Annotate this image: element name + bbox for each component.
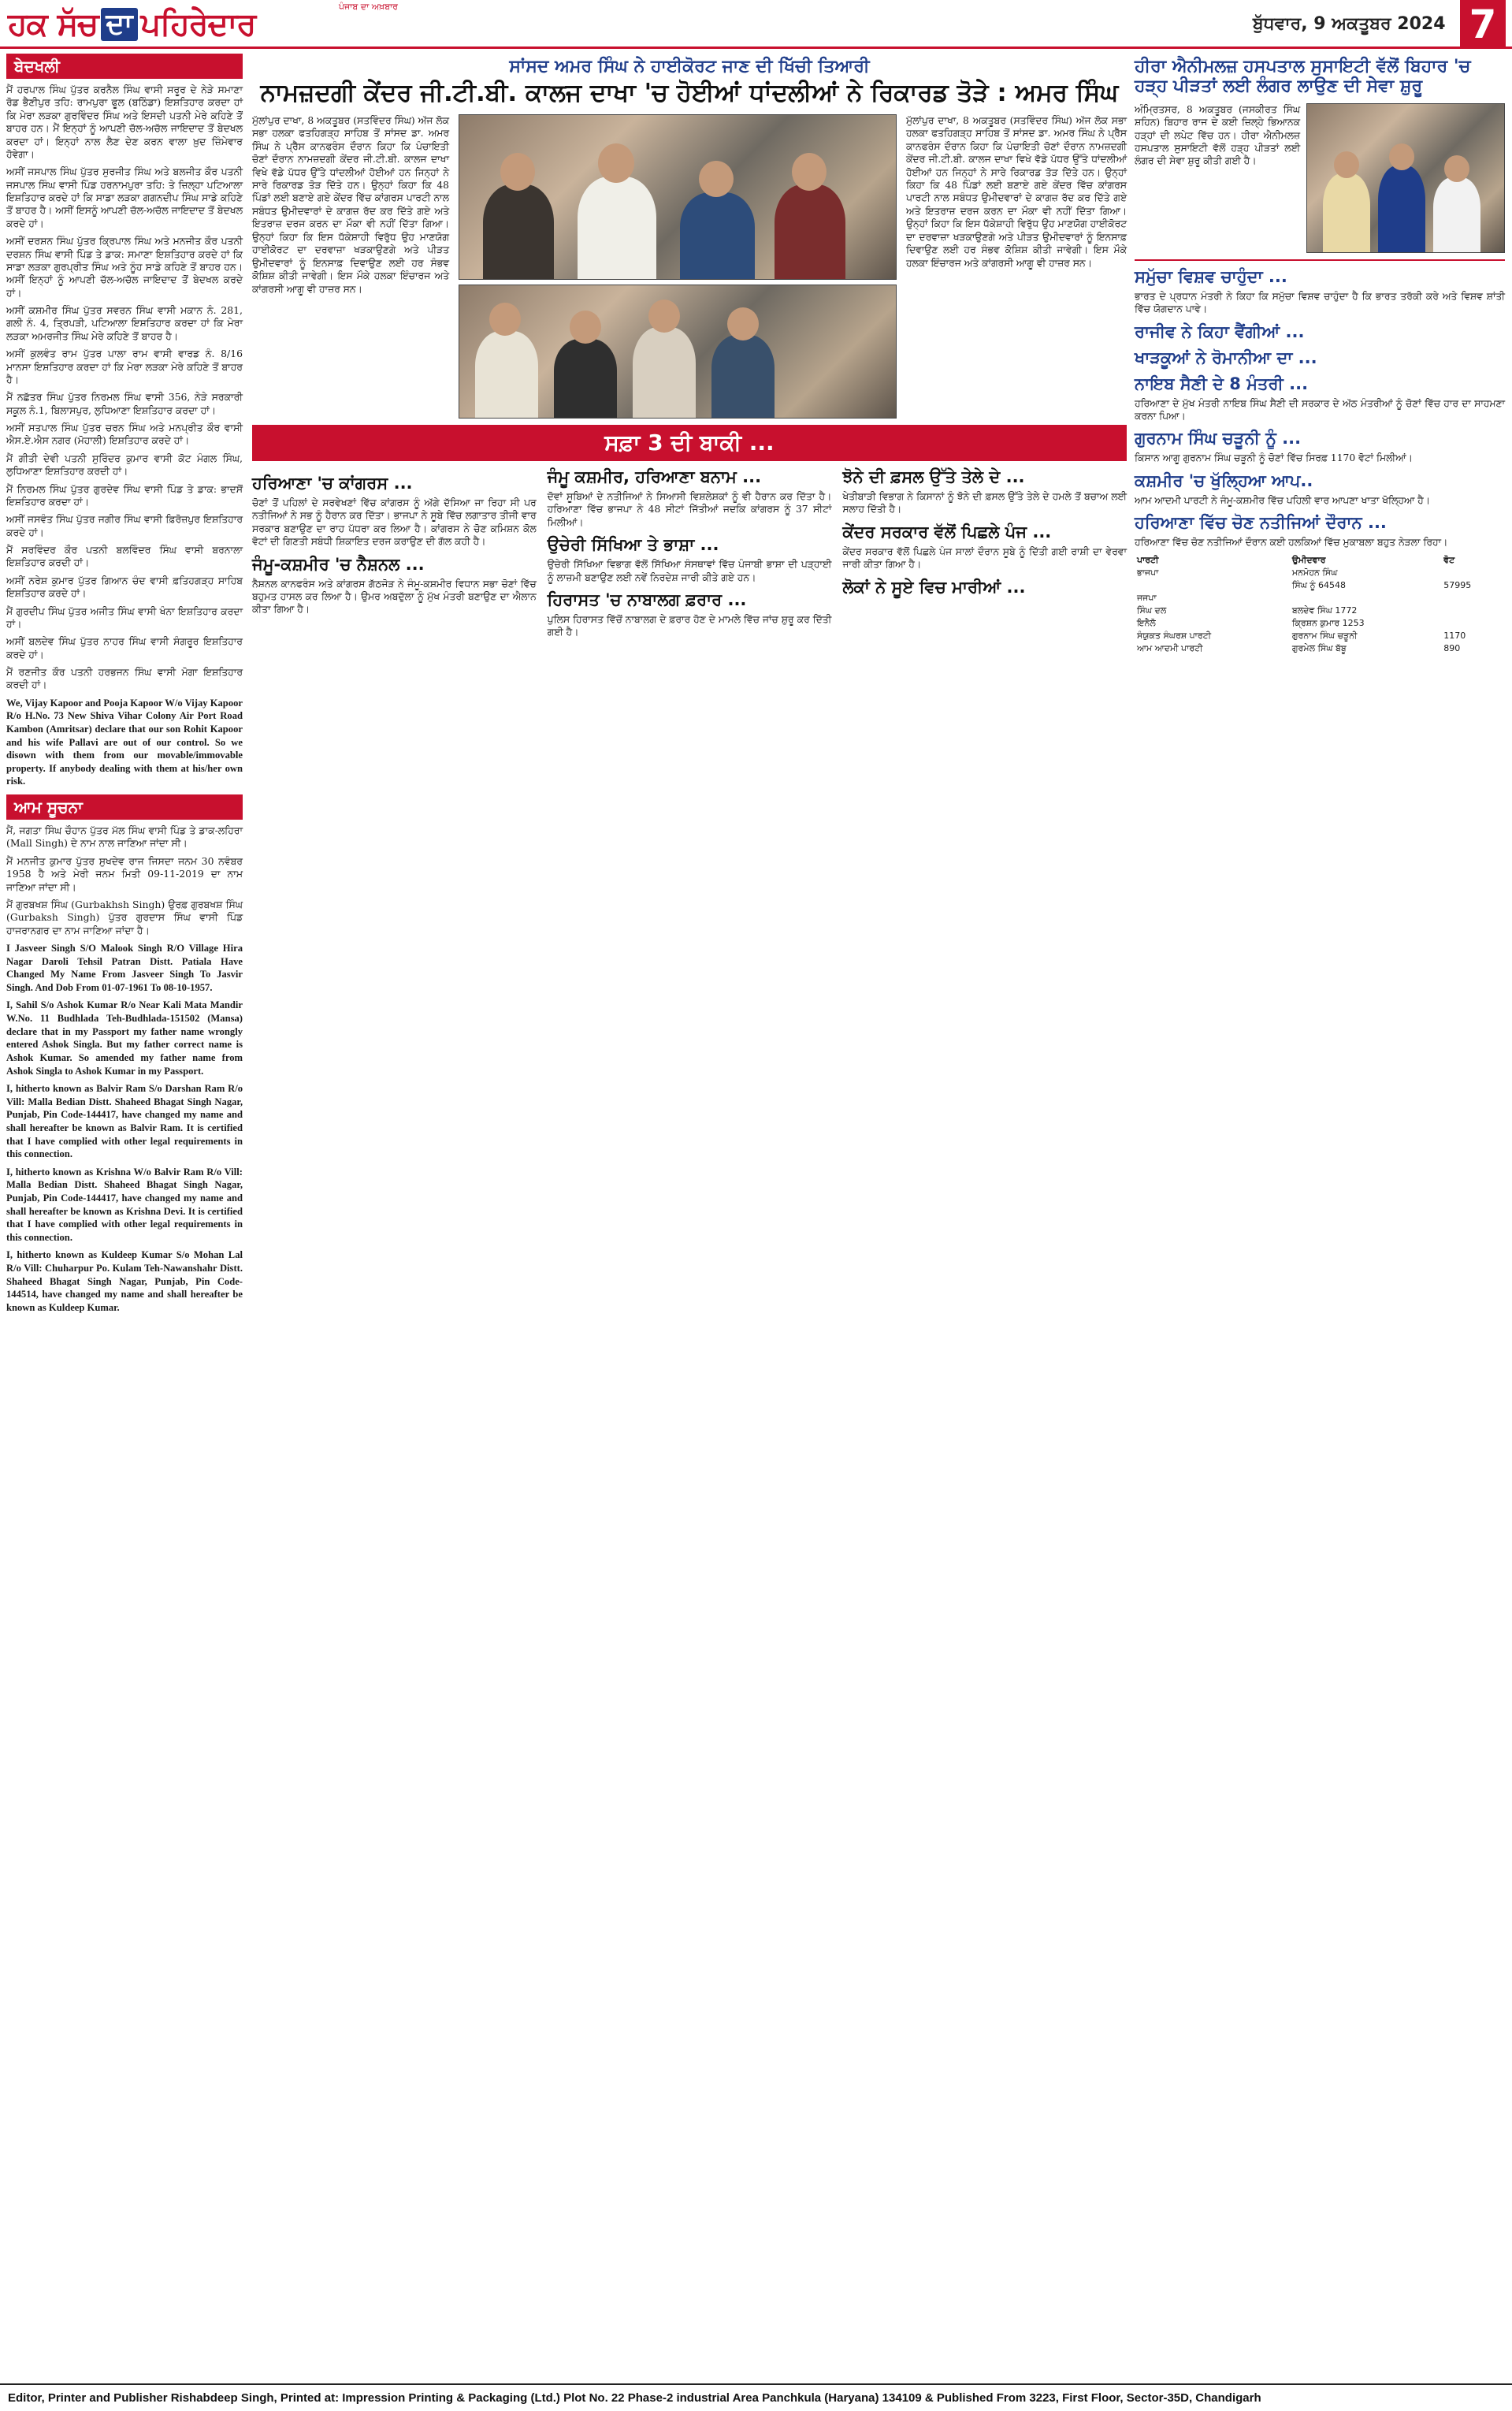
results-cell: [1441, 592, 1505, 605]
issue-date: ਬੁੱਧਵਾਰ, 9 ਅਕਤੂਬਰ 2024: [1253, 14, 1446, 34]
notice-item: ਮੈਂ ਨਛੱਤਰ ਸਿੰਘ ਪੁੱਤਰ ਨਿਰਮਲ ਸਿੰਘ ਵਾਸੀ 356, ਨੇੜੇ ਸਰਕਾਰੀ ਸਕੂਲ ਨੰ.1, ਬਿਲਾਸਪੁਰ, ਲੁਧਿਆਣਾ ਇਸ਼ਤਿਹਾਰ ਕਰਦਾ ਹਾਂ।: [6, 391, 243, 416]
results-cell: ਸੰਯੁਕਤ ਸੰਘਰਸ਼ ਪਾਰਟੀ: [1137, 630, 1212, 641]
story-title: ਜੰਮੂ ਕਸ਼ਮੀਰ, ਹਰਿਆਣਾ ਬਨਾਮ ...: [547, 467, 762, 486]
right-column: [1135, 54, 1505, 2377]
general-notices: [6, 824, 243, 937]
results-cell: 890: [1443, 643, 1461, 654]
story-block: [842, 467, 1127, 516]
story-block: [1135, 267, 1505, 316]
results-row: [1135, 630, 1505, 642]
section-header-bedakhli: ਬੇਦਖਲੀ: [6, 54, 243, 79]
results-cell: [1441, 617, 1505, 630]
results-cell: ਇਨੈਲੋ: [1137, 617, 1156, 628]
english-notice-item: I Jasveer Singh S/O Malook Singh R/O Village Hira Nagar Daroli Tehsil Patran Distt. Patiala Have Changed My Name From Jasveer Singh To Jasvir Singh. And Dob From 01-07-1961 To 08-10-1957.: [6, 943, 243, 993]
results-cell: [1441, 605, 1505, 617]
story-title: ਸਮੁੱਚਾ ਵਿਸ਼ਵ ਚਾਹੁੰਦਾ ...: [1135, 266, 1287, 286]
story-block: [842, 523, 1127, 571]
story-block: [1135, 513, 1505, 549]
left-column: [6, 54, 243, 2377]
lead-body-continued: ਮੁੱਲਾਂਪੁਰ ਦਾਖਾ, 8 ਅਕਤੂਬਰ (ਸਤਵਿੰਦਰ ਸਿੰਘ) ਅੱਜ ਲੋਕ ਸਭਾ ਹਲਕਾ ਫਤਹਿਗੜ੍ਹ ਸਾਹਿਬ ਤੋਂ ਸਾਂਸਦ ਡਾ. ਅਮਰ ਸਿੰਘ ਨੇ ਪ੍ਰੈੱਸ ਕਾਨਫਰੰਸ ਦੌਰਾਨ ਕਿਹਾ ਕਿ ਪੰਚਾਇਤੀ ਚੋਣਾਂ ਦੌਰਾਨ ਨਾਮਜ਼ਦਗੀ ਕੇਂਦਰ ਜੀ.ਟੀ.ਬੀ. ਕਾਲਜ ਦਾਖਾ ਵਿਖੇ ਵੱਡੇ ਪੱਧਰ ਉੱਤੇ ਧਾਂਦਲੀਆਂ ਹੋਈਆਂ ਹਨ ਜਿਨ੍ਹਾਂ ਨੇ ਸਾਰੇ ਰਿਕਾਰਡ ਤੋੜ ਦਿੱਤੇ ਹਨ। ਉਨ੍ਹਾਂ ਕਿਹਾ ਕਿ 48 ਪਿੰਡਾਂ ਲਈ ਬਣਾਏ ਗਏ ਕੇਂਦਰ ਵਿੱਚ ਕਾਂਗਰਸ ਪਾਰਟੀ ਨਾਲ ਸਬੰਧਤ ਉਮੀਦਵਾਰਾਂ ਦੇ ਕਾਗਜ਼ ਰੱਦ ਕਰ ਦਿੱਤੇ ਗਏ ਅਤੇ ਇਤਰਾਜ਼ ਦਰਜ ਕਰਨ ਦਾ ਮੌਕਾ ਵੀ ਨਹੀਂ ਦਿੱਤਾ ਗਿਆ। ਉਨ੍ਹਾਂ ਕਿਹਾ ਕਿ ਇਸ ਧੱਕੇਸ਼ਾਹੀ ਵਿਰੁੱਧ ਉਹ ਮਾਣਯੋਗ ਹਾਈਕੋਰਟ ਦਾ ਦਰਵਾਜ਼ਾ ਖੜਕਾਉਣਗੇ ਅਤੇ ਪੀੜਤ ਉਮੀਦਵਾਰਾਂ ਨੂੰ ਇਨਸਾਫ਼ ਦਿਵਾਉਣ ਲਈ ਹਰ ਸੰਭਵ ਕੋਸ਼ਿਸ਼ ਕੀਤੀ ਜਾਵੇਗੀ। ਇਸ ਮੌਕੇ ਹਲਕਾ ਇੰਚਾਰਜ ਅਤੇ ਕਾਂਗਰਸੀ ਆਗੂ ਵੀ ਹਾਜ਼ਰ ਸਨ।: [906, 114, 1127, 269]
section-header-aam-suchna: ਆਮ ਸੂਚਨਾ: [6, 794, 243, 820]
results-cell: ਜਜਪਾ: [1137, 592, 1157, 603]
results-header-votes: ਵੋਟ: [1443, 554, 1455, 565]
story-title: ਲੋਕਾਂ ਨੇ ਸੂਏ ਵਿਚ ਮਾਰੀਆਂ ...: [842, 577, 1026, 597]
story-body: ਉਚੇਰੀ ਸਿੱਖਿਆ ਵਿਭਾਗ ਵੱਲੋਂ ਸਿੱਖਿਆ ਸੰਸਥਾਵਾਂ ਵਿੱਚ ਪੰਜਾਬੀ ਭਾਸ਼ਾ ਦੀ ਪੜ੍ਹਾਈ ਨੂੰ ਲਾਜ਼ਮੀ ਬਣਾਉਣ ਲਈ ਨਵੇਂ ਨਿਰਦੇਸ਼ ਜਾਰੀ ਕੀਤੇ ਗਏ ਹਨ।: [547, 559, 832, 583]
continued-stories: [252, 467, 1127, 639]
results-header-row: [1135, 554, 1505, 567]
story-body: ਭਾਰਤ ਦੇ ਪ੍ਰਧਾਨ ਮੰਤਰੀ ਨੇ ਕਿਹਾ ਕਿ ਸਮੁੱਚਾ ਵਿਸ਼ਵ ਚਾਹੁੰਦਾ ਹੈ ਕਿ ਭਾਰਤ ਤਰੱਕੀ ਕਰੇ ਅਤੇ ਵਿਸ਼ਵ ਸ਼ਾਂਤੀ ਵਿੱਚ ਯੋਗਦਾਨ ਪਾਵੇ।: [1135, 290, 1505, 315]
imprint-footer: Editor, Printer and Publisher Rishabdeep Singh, Printed at: Impression Printing & Packaging (Ltd.) Plot No. 22 Phase-2 industrial Area Panchkula (Haryana) 134109 & Published From 3223, First Floor, Sector-35D, Chandigarh: [0, 2383, 1512, 2411]
results-header-party: ਪਾਰਟੀ: [1137, 554, 1159, 565]
story-body: ਕੇਂਦਰ ਸਰਕਾਰ ਵੱਲੋਂ ਪਿਛਲੇ ਪੰਜ ਸਾਲਾਂ ਦੌਰਾਨ ਸੂਬੇ ਨੂੰ ਦਿੱਤੀ ਗਈ ਰਾਸ਼ੀ ਦਾ ਵੇਰਵਾ ਜਾਰੀ ਕੀਤਾ ਗਿਆ ਹੈ।: [842, 545, 1127, 571]
story-block: [252, 555, 537, 616]
notice-item: ਅਸੀਂ ਕੁਲਵੰਤ ਰਾਮ ਪੁੱਤਰ ਪਾਲਾ ਰਾਮ ਵਾਸੀ ਵਾਰਡ ਨੰ. 8/16 ਮਾਨਸਾ ਇਸ਼ਤਿਹਾਰ ਕਰਦਾ ਹਾਂ ਕਿ ਮੇਰਾ ਲੜਕਾ ਮੇਰੇ ਕਹਿਣੇ ਤੋਂ ਬਾਹਰ ਹੈ।: [6, 348, 243, 385]
press-conference-photo: [459, 114, 897, 280]
english-notices: [6, 942, 243, 1314]
notice-item: ਅਸੀਂ ਜਸਪਾਲ ਸਿੰਘ ਪੁੱਤਰ ਸੁਰਜੀਤ ਸਿੰਘ ਅਤੇ ਬਲਜੀਤ ਕੌਰ ਪਤਨੀ ਜਸਪਾਲ ਸਿੰਘ ਵਾਸੀ ਪਿੰਡ ਹਰਨਾਮਪੁਰਾ ਤਹਿ: ਤੇ ਜ਼ਿਲ੍ਹਾ ਪਟਿਆਲਾ ਇਸ਼ਤਿਹਾਰ ਕਰਦੇ ਹਾਂ ਕਿ ਸਾਡਾ ਲੜਕਾ ਗਗਨਦੀਪ ਸਿੰਘ ਸਾਡੇ ਕਹਿਣੇ ਤੋਂ ਬਾਹਰ ਹੈ। ਅਸੀਂ ਇਸਨੂੰ ਆਪਣੀ ਚੱਲ-ਅਚੱਲ ਜਾਇਦਾਦ ਤੋਂ ਬੇਦਖਲ ਕਰਦੇ ਹਾਂ।: [6, 166, 243, 229]
election-results-table: [1135, 554, 1505, 655]
story-block: [548, 590, 832, 639]
story-title: ਰਾਜੀਵ ਨੇ ਕਿਹਾ ਵੈਂਗੀਆਂ ...: [1135, 322, 1305, 341]
story-title: ਕੇਂਦਰ ਸਰਕਾਰ ਵੱਲੋਂ ਪਿਛਲੇ ਪੰਜ ...: [842, 522, 1052, 541]
story-block: [1135, 322, 1505, 342]
results-row: [1135, 579, 1505, 592]
notice-item: ਅਸੀਂ ਸਤਪਾਲ ਸਿੰਘ ਪੁੱਤਰ ਚਰਨ ਸਿੰਘ ਅਤੇ ਮਨਪ੍ਰੀਤ ਕੌਰ ਵਾਸੀ ਐਸ.ਏ.ਐਸ ਨਗਰ (ਮੋਹਾਲੀ) ਇਸ਼ਤਿਹਾਰ ਕਰਦੇ ਹਾਂ।: [6, 422, 243, 447]
story-body: ਆਮ ਆਦਮੀ ਪਾਰਟੀ ਨੇ ਜੰਮੂ-ਕਸ਼ਮੀਰ ਵਿੱਚ ਪਹਿਲੀ ਵਾਰ ਆਪਣਾ ਖਾਤਾ ਖੋਲ੍ਹਿਆ ਹੈ।: [1135, 494, 1431, 506]
english-notice-item: I, hitherto known as Krishna W/o Balvir Ram R/o Vill: Malla Bedian Distt. Shaheed Bhagat Singh Nagar, Punjab, Pin Code-144417, have changed my name and shall hereafter be known as Krishna Devi. It is certified that I have complied with other legal requirements in this connection.: [6, 1166, 243, 1243]
story-title: ਗੁਰਨਾਮ ਸਿੰਘ ਚੜੂਨੀ ਨੂੰ ...: [1135, 429, 1302, 448]
results-cell: ਮਨਮੋਹਨ ਸਿੰਘ: [1291, 567, 1338, 578]
english-notice: We, Vijay Kapoor and Pooja Kapoor W/o Vijay Kapoor R/o H.No. 73 New Shiva Vihar Colony Air Port Road Kambon (Amritsar) declare that our son Rohit Kapoor and his wife Pallavi are out of our control. So we disown with them from our movable/immovable property. If anybody dealing with them at his/her own risk.: [6, 697, 243, 787]
lead-body: ਮੁੱਲਾਂਪੁਰ ਦਾਖਾ, 8 ਅਕਤੂਬਰ (ਸਤਵਿੰਦਰ ਸਿੰਘ) ਅੱਜ ਲੋਕ ਸਭਾ ਹਲਕਾ ਫਤਹਿਗੜ੍ਹ ਸਾਹਿਬ ਤੋਂ ਸਾਂਸਦ ਡਾ. ਅਮਰ ਸਿੰਘ ਨੇ ਪ੍ਰੈੱਸ ਕਾਨਫਰੰਸ ਦੌਰਾਨ ਕਿਹਾ ਕਿ ਪੰਚਾਇਤੀ ਚੋਣਾਂ ਦੌਰਾਨ ਨਾਮਜ਼ਦਗੀ ਕੇਂਦਰ ਜੀ.ਟੀ.ਬੀ. ਕਾਲਜ ਦਾਖਾ ਵਿਖੇ ਵੱਡੇ ਪੱਧਰ ਉੱਤੇ ਧਾਂਦਲੀਆਂ ਹੋਈਆਂ ਹਨ ਜਿਨ੍ਹਾਂ ਨੇ ਸਾਰੇ ਰਿਕਾਰਡ ਤੋੜ ਦਿੱਤੇ ਹਨ। ਉਨ੍ਹਾਂ ਕਿਹਾ ਕਿ 48 ਪਿੰਡਾਂ ਲਈ ਬਣਾਏ ਗਏ ਕੇਂਦਰ ਵਿੱਚ ਕਾਂਗਰਸ ਪਾਰਟੀ ਨਾਲ ਸਬੰਧਤ ਉਮੀਦਵਾਰਾਂ ਦੇ ਕਾਗਜ਼ ਰੱਦ ਕਰ ਦਿੱਤੇ ਗਏ ਅਤੇ ਇਤਰਾਜ਼ ਦਰਜ ਕਰਨ ਦਾ ਮੌਕਾ ਵੀ ਨਹੀਂ ਦਿੱਤਾ ਗਿਆ। ਉਨ੍ਹਾਂ ਕਿਹਾ ਕਿ ਇਸ ਧੱਕੇਸ਼ਾਹੀ ਵਿਰੁੱਧ ਉਹ ਮਾਣਯੋਗ ਹਾਈਕੋਰਟ ਦਾ ਦਰਵਾਜ਼ਾ ਖੜਕਾਉਣਗੇ ਅਤੇ ਪੀੜਤ ਉਮੀਦਵਾਰਾਂ ਨੂੰ ਇਨਸਾਫ਼ ਦਿਵਾਉਣ ਲਈ ਹਰ ਸੰਭਵ ਕੋਸ਼ਿਸ਼ ਕੀਤੀ ਜਾਵੇਗੀ। ਇਸ ਮੌਕੇ ਹਲਕਾ ਇੰਚਾਰਜ ਅਤੇ ਕਾਂਗਰਸੀ ਆਗੂ ਵੀ ਹਾਜ਼ਰ ਸਨ।: [252, 114, 449, 295]
results-cell: ਭਾਜਪਾ: [1137, 567, 1159, 578]
results-cell: 57995: [1443, 580, 1472, 591]
story-body: ਕਿਸਾਨ ਆਗੂ ਗੁਰਨਾਮ ਸਿੰਘ ਚੜੂਨੀ ਨੂੰ ਚੋਣਾਂ ਵਿੱਚ ਸਿਰਫ਼ 1170 ਵੋਟਾਂ ਮਿਲੀਆਂ।: [1135, 452, 1413, 464]
story-title: ਕਸ਼ਮੀਰ 'ਚ ਖੁੱਲ੍ਹਿਆ ਆਪ..: [1135, 471, 1313, 490]
results-row: [1135, 567, 1505, 579]
story-block: [1135, 429, 1505, 464]
results-header-candidate: ਉਮੀਦਵਾਰ: [1291, 554, 1326, 565]
logo-mid: ਦਾ: [101, 8, 137, 41]
logo-right: ਪਹਿਰੇਦਾਰ: [140, 6, 256, 43]
story-body: ਦੋਵਾਂ ਸੂਬਿਆਂ ਦੇ ਨਤੀਜਿਆਂ ਨੇ ਸਿਆਸੀ ਵਿਸ਼ਲੇਸ਼ਕਾਂ ਨੂੰ ਵੀ ਹੈਰਾਨ ਕਰ ਦਿੱਤਾ ਹੈ। ਹਰਿਆਣਾ ਵਿੱਚ ਭਾਜਪਾ ਨੇ 48 ਸੀਟਾਂ ਜਿੱਤੀਆਂ ਜਦਕਿ ਕਾਂਗਰਸ ਨੂੰ 37 ਸੀਟਾਂ ਮਿਲੀਆਂ।: [547, 490, 832, 528]
notice-item: ਮੈਂ, ਜਗਤਾ ਸਿੰਘ ਚੌਹਾਨ ਪੁੱਤਰ ਮੱਲ ਸਿੰਘ ਵਾਸੀ ਪਿੰਡ ਤੇ ਡਾਕ-ਲਹਿਰਾ (Mall Singh) ਦੇ ਨਾਮ ਨਾਲ ਜਾਣਿਆ ਜਾਂਦਾ ਸੀ।: [6, 824, 243, 850]
results-cell: ਸਿੰਘ ਦਲ: [1137, 605, 1167, 616]
story-body: ਨੈਸ਼ਨਲ ਕਾਨਫਰੰਸ ਅਤੇ ਕਾਂਗਰਸ ਗੱਠਜੋੜ ਨੇ ਜੰਮੂ-ਕਸ਼ਮੀਰ ਵਿਧਾਨ ਸਭਾ ਚੋਣਾਂ ਵਿੱਚ ਬਹੁਮਤ ਹਾਸਲ ਕਰ ਲਿਆ ਹੈ। ਉਮਰ ਅਬਦੁੱਲਾ ਨੂੰ ਮੁੱਖ ਮੰਤਰੀ ਬਣਾਉਣ ਦਾ ਐਲਾਨ ਕੀਤਾ ਗਿਆ ਹੈ।: [252, 578, 537, 616]
results-row: [1135, 605, 1505, 617]
results-cell: ਗੁਰਨਾਮ ਸਿੰਘ ਚੜੂਨੀ: [1291, 630, 1358, 641]
results-row: [1135, 617, 1505, 630]
lead-headline: ਨਾਮਜ਼ਦਗੀ ਕੇਂਦਰ ਜੀ.ਟੀ.ਬੀ. ਕਾਲਜ ਦਾਖਾ 'ਚ ਹੋਈਆਂ ਧਾਂਦਲੀਆਂ ਨੇ ਰਿਕਾਰਡ ਤੋੜੇ : ਅਮਰ ਸਿੰਘ: [260, 79, 1119, 107]
story-block: [1135, 348, 1505, 368]
story-body: ਪੁਲਿਸ ਹਿਰਾਸਤ ਵਿੱਚੋਂ ਨਾਬਾਲਗ ਦੇ ਫ਼ਰਾਰ ਹੋਣ ਦੇ ਮਾਮਲੇ ਵਿੱਚ ਜਾਂਚ ਸ਼ੁਰੂ ਕਰ ਦਿੱਤੀ ਗਈ ਹੈ।: [547, 613, 832, 638]
lead-photos: [459, 114, 897, 419]
notice-item: ਮੈਂ ਗੀਤੀ ਦੇਵੀ ਪਤਨੀ ਸੁਰਿੰਦਰ ਕੁਮਾਰ ਵਾਸੀ ਕੋਟ ਮੰਗਲ ਸਿੰਘ, ਲੁਧਿਆਣਾ ਇਸ਼ਤਿਹਾਰ ਕਰਦੀ ਹਾਂ।: [6, 452, 243, 478]
story-title: ਨਾਇਬ ਸੈਣੀ ਦੇ 8 ਮੰਤਰੀ ...: [1135, 374, 1309, 393]
results-cell: [1290, 592, 1441, 605]
notice-item: ਅਸੀਂ ਬਲਦੇਵ ਸਿੰਘ ਪੁੱਤਰ ਨਾਹਰ ਸਿੰਘ ਵਾਸੀ ਸੰਗਰੂਰ ਇਸ਼ਤਿਹਾਰ ਕਰਦੇ ਹਾਂ।: [6, 635, 243, 660]
results-cell: ਗੁਰਮੇਲ ਸਿੰਘ ਬੱਬੂ: [1291, 642, 1347, 653]
eviction-notices: [6, 84, 243, 692]
story-title: ਹਰਿਆਣਾ ਵਿੱਚ ਚੋਣ ਨਤੀਜਿਆਂ ਦੌਰਾਨ ...: [1135, 513, 1387, 533]
story-title: ਹਿਰਾਸਤ 'ਚ ਨਾਬਾਲਗ ਫ਼ਰਾਰ ...: [547, 590, 747, 609]
story-body: ਹਰਿਆਣਾ ਦੇ ਮੁੱਖ ਮੰਤਰੀ ਨਾਇਬ ਸਿੰਘ ਸੈਣੀ ਦੀ ਸਰਕਾਰ ਦੇ ਅੱਠ ਮੰਤਰੀਆਂ ਨੂੰ ਚੋਣਾਂ ਵਿੱਚ ਹਾਰ ਦਾ ਸਾਹਮਣਾ ਕਰਨਾ ਪਿਆ।: [1135, 397, 1505, 422]
story-body: ਹਰਿਆਣਾ ਵਿੱਚ ਚੋਣ ਨਤੀਜਿਆਂ ਦੌਰਾਨ ਕਈ ਹਲਕਿਆਂ ਵਿੱਚ ਮੁਕਾਬਲਾ ਬਹੁਤ ਨੇੜਲਾ ਰਿਹਾ।: [1135, 537, 1448, 549]
english-notice-item: I, hitherto known as Kuldeep Kumar S/o Mohan Lal R/o Vill: Chuharpur Po. Kulam Teh-Nawanshahr Distt. Shaheed Bhagat Singh Nagar, Punjab, Pin Code-144514, have changed my name and shall hereafter be known as Kuldeep Kumar.: [6, 1249, 243, 1313]
results-cell: ਕ੍ਰਿਸ਼ਨ ਕੁਮਾਰ 1253: [1291, 617, 1365, 628]
results-cell: ਸਿੰਘ ਨੂੰ 64548: [1291, 579, 1347, 590]
english-notice-item: I, Sahil S/o Ashok Kumar R/o Near Kali Mata Mandir W.No. 11 Budhlada Teh-Budhlada-151502 (Mansa) declare that in my Passport my father name wrongly entered Ashok Singla. But my father correct name is Ashok Kumar. So amended my father name from Ashok Singla to Ashok Kumar in my Passport.: [6, 999, 243, 1077]
story-title: ਝੋਨੇ ਦੀ ਫ਼ਸਲ ਉੱਤੇ ਤੇਲੇ ਦੇ ...: [842, 467, 1025, 486]
notice-item: ਅਸੀਂ ਕਸ਼ਮੀਰ ਸਿੰਘ ਪੁੱਤਰ ਸਵਰਨ ਸਿੰਘ ਵਾਸੀ ਮਕਾਨ ਨੰ. 281, ਗਲੀ ਨੰ. 4, ਤ੍ਰਿਪੜੀ, ਪਟਿਆਲਾ ਇਸ਼ਤਿਹਾਰ ਕਰਦਾ ਹਾਂ ਕਿ ਮੇਰਾ ਲੜਕਾ ਅਮਰਜੀਤ ਸਿੰਘ ਮੇਰੇ ਕਹਿਣੇ ਤੋਂ ਬਾਹਰ ਹੈ।: [6, 304, 243, 342]
notice-item: ਅਸੀਂ ਦਰਸ਼ਨ ਸਿੰਘ ਪੁੱਤਰ ਕ੍ਰਿਪਾਲ ਸਿੰਘ ਅਤੇ ਮਨਜੀਤ ਕੌਰ ਪਤਨੀ ਦਰਸ਼ਨ ਸਿੰਘ ਵਾਸੀ ਪਿੰਡ ਤੇ ਡਾਕ: ਸਮਾਣਾ ਇਸ਼ਤਿਹਾਰ ਕਰਦੇ ਹਾਂ ਕਿ ਸਾਡਾ ਲੜਕਾ ਗੁਰਪ੍ਰੀਤ ਸਿੰਘ ਅਤੇ ਨੂੰਹ ਸਾਡੇ ਕਹਿਣੇ ਤੋਂ ਬਾਹਰ ਹਨ। ਅਸੀਂ ਇਨ੍ਹਾਂ ਨੂੰ ਆਪਣੀ ਚੱਲ-ਅਚੱਲ ਜਾਇਦਾਦ ਤੋਂ ਬੇਦਖਲ ਕਰਦੇ ਹਾਂ।: [6, 235, 243, 299]
results-cell: [1441, 567, 1505, 579]
story-body: ਚੋਣਾਂ ਤੋਂ ਪਹਿਲਾਂ ਦੇ ਸਰਵੇਖਣਾਂ ਵਿੱਚ ਕਾਂਗਰਸ ਨੂੰ ਅੱਗੇ ਦੱਸਿਆ ਜਾ ਰਿਹਾ ਸੀ ਪਰ ਨਤੀਜਿਆਂ ਨੇ ਸਭ ਨੂੰ ਹੈਰਾਨ ਕਰ ਦਿੱਤਾ। ਭਾਜਪਾ ਨੇ ਸੂਬੇ ਵਿੱਚ ਲਗਾਤਾਰ ਤੀਜੀ ਵਾਰ ਸਰਕਾਰ ਬਣਾਉਣ ਦਾ ਰਾਹ ਪੱਧਰਾ ਕਰ ਲਿਆ ਹੈ। ਕਾਂਗਰਸ ਨੇ ਚੋਣ ਕਮਿਸ਼ਨ ਕੋਲ ਵੋਟਾਂ ਦੀ ਗਿਣਤੀ ਸਬੰਧੀ ਸ਼ਿਕਾਇਤ ਦਰਜ ਕਰਾਉਣ ਦੀ ਗੱਲ ਕਹੀ ਹੈ।: [252, 497, 537, 548]
langar-photo: [1306, 103, 1505, 253]
results-cell: ਬਲਦੇਵ ਸਿੰਘ 1772: [1291, 605, 1358, 616]
results-cell: ਆਮ ਆਦਮੀ ਪਾਰਟੀ: [1137, 642, 1203, 653]
lead-story: [252, 114, 1127, 419]
story-block: [252, 474, 537, 549]
notice-item: ਮੈਂ ਮਨਜੀਤ ਕੁਮਾਰ ਪੁੱਤਰ ਸੁਖਦੇਵ ਰਾਜ ਜਿਸਦਾ ਜਨਮ 30 ਨਵੰਬਰ 1958 ਹੈ ਅਤੇ ਮੇਰੀ ਜਨਮ ਮਿਤੀ 09-11-2019 ਦਾ ਨਾਮ ਜਾਣਿਆ ਜਾਂਦਾ ਸੀ।: [6, 854, 243, 893]
continued-from-page-3-banner: ਸਫ਼ਾ 3 ਦੀ ਬਾਕੀ ...: [252, 425, 1127, 461]
notice-item: ਮੈਂ ਨਿਰਮਲ ਸਿੰਘ ਪੁੱਤਰ ਗੁਰਦੇਵ ਸਿੰਘ ਵਾਸੀ ਪਿੰਡ ਤੇ ਡਾਕ: ਭਾਦਸੋਂ ਇਸ਼ਤਿਹਾਰ ਕਰਦਾ ਹਾਂ।: [6, 482, 243, 508]
lead-kicker: ਸਾਂਸਦ ਅਮਰ ਸਿੰਘ ਨੇ ਹਾਈਕੋਰਟ ਜਾਣ ਦੀ ਖਿੱਚੀ ਤਿਆਰੀ: [509, 57, 870, 76]
page-number: 7: [1460, 0, 1506, 49]
story-title: ਹਰਿਆਣਾ 'ਚ ਕਾਂਗਰਸ ...: [252, 473, 413, 493]
story-title: ਜੰਮੂ-ਕਸ਼ਮੀਰ 'ਚ ਨੈਸ਼ਨਲ ...: [252, 554, 425, 574]
notice-item: ਮੈਂ ਰਣਜੀਤ ਕੌਰ ਪਤਨੀ ਹਰਭਜਨ ਸਿੰਘ ਵਾਸੀ ਮੋਗਾ ਇਸ਼ਤਿਹਾਰ ਕਰਦੀ ਹਾਂ।: [6, 666, 243, 691]
results-cell: [1135, 579, 1290, 592]
notice-item: ਅਸੀਂ ਨਰੇਸ਼ ਕੁਮਾਰ ਪੁੱਤਰ ਗਿਆਨ ਚੰਦ ਵਾਸੀ ਫ਼ਤਿਹਗੜ੍ਹ ਸਾਹਿਬ ਇਸ਼ਤਿਹਾਰ ਕਰਦੇ ਹਾਂ।: [6, 574, 243, 600]
story-block: [1135, 471, 1505, 507]
results-cell: 1170: [1443, 631, 1466, 642]
story-block: [842, 578, 1127, 597]
right-stories: [1135, 267, 1505, 549]
group-photo: [459, 285, 897, 419]
right-top-story: [1135, 103, 1505, 253]
story-title: ਉਚੇਰੀ ਸਿੱਖਿਆ ਤੇ ਭਾਸ਼ਾ ...: [547, 535, 719, 555]
notice-item: ਮੈਂ ਹਰਪਾਲ ਸਿੰਘ ਪੁੱਤਰ ਕਰਨੈਲ ਸਿੰਘ ਵਾਸੀ ਸਰੂਰ ਦੇ ਨੇੜੇ ਸਮਾਣਾ ਰੋਡ ਭੈਣੀਪੁਰ ਤਹਿ: ਰਾਮਪੁਰਾ ਫੂਲ (ਬਠਿੰਡਾ) ਇਸ਼ਤਿਹਾਰ ਕਰਦਾ ਹਾਂ ਕਿ ਮੇਰਾ ਲੜਕਾ ਗੁਰਵਿੰਦਰ ਸਿੰਘ ਅਤੇ ਇਸਦੀ ਪਤਨੀ ਮੇਰੇ ਕਹਿਣੇ ਤੋਂ ਬਾਹਰ ਹਨ। ਮੈਂ ਇਨ੍ਹਾਂ ਨੂੰ ਆਪਣੀ ਚੱਲ-ਅਚੱਲ ਜਾਇਦਾਦ ਤੋਂ ਬੇਦਖਲ ਕਰਦਾ ਹਾਂ। ਇਨ੍ਹਾਂ ਨਾਲ ਲੈਣ ਦੇਣ ਕਰਨ ਵਾਲਾ ਖ਼ੁਦ ਜ਼ਿੰਮੇਵਾਰ ਹੋਵੇਗਾ।: [6, 84, 243, 160]
notice-item: ਮੈਂ ਗੁਰਦੀਪ ਸਿੰਘ ਪੁੱਤਰ ਅਜੀਤ ਸਿੰਘ ਵਾਸੀ ਖੰਨਾ ਇਸ਼ਤਿਹਾਰ ਕਰਦਾ ਹਾਂ।: [6, 605, 243, 630]
story-block: [1135, 374, 1505, 423]
story-body: ਖੇਤੀਬਾੜੀ ਵਿਭਾਗ ਨੇ ਕਿਸਾਨਾਂ ਨੂੰ ਝੋਨੇ ਦੀ ਫ਼ਸਲ ਉੱਤੇ ਤੇਲੇ ਦੇ ਹਮਲੇ ਤੋਂ ਬਚਾਅ ਲਈ ਸਲਾਹ ਦਿੱਤੀ ਹੈ।: [842, 490, 1127, 515]
newspaper-logo: [8, 3, 255, 46]
results-row: [1135, 592, 1505, 605]
masthead: [0, 0, 1512, 49]
results-row: [1135, 642, 1505, 655]
story-block: [548, 467, 832, 529]
notice-item: ਮੈਂ ਸਰਵਿੰਦਰ ਕੌਰ ਪਤਨੀ ਬਲਵਿੰਦਰ ਸਿੰਘ ਵਾਸੀ ਬਰਨਾਲਾ ਇਸ਼ਤਿਹਾਰ ਕਰਦੀ ਹਾਂ।: [6, 544, 243, 569]
story-block: [548, 535, 832, 584]
divider: [1135, 259, 1505, 261]
logo-tagline: ਪੰਜਾਬ ਦਾ ਅਖ਼ਬਾਰ: [339, 2, 398, 12]
notice-item: ਅਸੀਂ ਜਸਵੰਤ ਸਿੰਘ ਪੁੱਤਰ ਜਗੀਰ ਸਿੰਘ ਵਾਸੀ ਫ਼ਿਰੋਜ਼ਪੁਰ ਇਸ਼ਤਿਹਾਰ ਕਰਦੇ ਹਾਂ।: [6, 513, 243, 538]
story-title: ਖਾੜਕੂਆਂ ਨੇ ਰੋਮਾਨੀਆ ਦਾ ...: [1135, 348, 1317, 367]
english-notice-item: I, hitherto known as Balvir Ram S/o Darshan Ram R/o Vill: Malla Bedian Distt. Shaheed Bhagat Singh Nagar, Punjab, Pin Code-144417, have changed my name and shall hereafter be known as Balvir Ram. It is certified that I have complied with other legal requirements in this connection.: [6, 1083, 243, 1160]
notice-item: ਮੈਂ ਗੁਰਬਖਸ਼ ਸਿੰਘ (Gurbakhsh Singh) ਉਰਫ਼ ਗੁਰਬਖਸ਼ ਸਿੰਘ (Gurbaksh Singh) ਪੁੱਤਰ ਗੁਰਦਾਸ ਸਿੰਘ ਵਾਸੀ ਪਿੰਡ ਹਾਜਰਾਨਗਰ ਦਾ ਨਾਮ ਜਾਣਿਆ ਜਾਂਦਾ ਹੈ।: [6, 898, 243, 936]
middle-column: [252, 54, 1127, 2377]
right-top-body: ਅੰਮ੍ਰਿਤਸਰ, 8 ਅਕਤੂਬਰ (ਜਸਕੀਰਤ ਸਿੰਘ ਸ਼ਹਿਨ) ਬਿਹਾਰ ਰਾਜ ਦੇ ਕਈ ਜ਼ਿਲ੍ਹੇ ਭਿਆਨਕ ਹੜ੍ਹਾਂ ਦੀ ਲਪੇਟ ਵਿੱਚ ਹਨ। ਹੀਰਾ ਐਨੀਮਲਜ਼ ਹਸਪਤਾਲ ਸੁਸਾਇਟੀ ਵੱਲੋਂ ਹੜ੍ਹ ਪੀੜਤਾਂ ਲਈ ਲੰਗਰ ਦੀ ਸੇਵਾ ਸ਼ੁਰੂ ਕੀਤੀ ਗਈ ਹੈ।: [1135, 103, 1300, 167]
right-top-headline: ਹੀਰਾ ਐਨੀਮਲਜ਼ ਹਸਪਤਾਲ ਸੁਸਾਇਟੀ ਵੱਲੋਂ ਬਿਹਾਰ 'ਚ ਹੜ੍ਹ ਪੀੜਤਾਂ ਲਈ ਲੰਗਰ ਲਾਉਣ ਦੀ ਸੇਵਾ ਸ਼ੁਰੂ: [1135, 57, 1471, 97]
logo-left: ਹਕ ਸੱਚ: [8, 6, 98, 43]
